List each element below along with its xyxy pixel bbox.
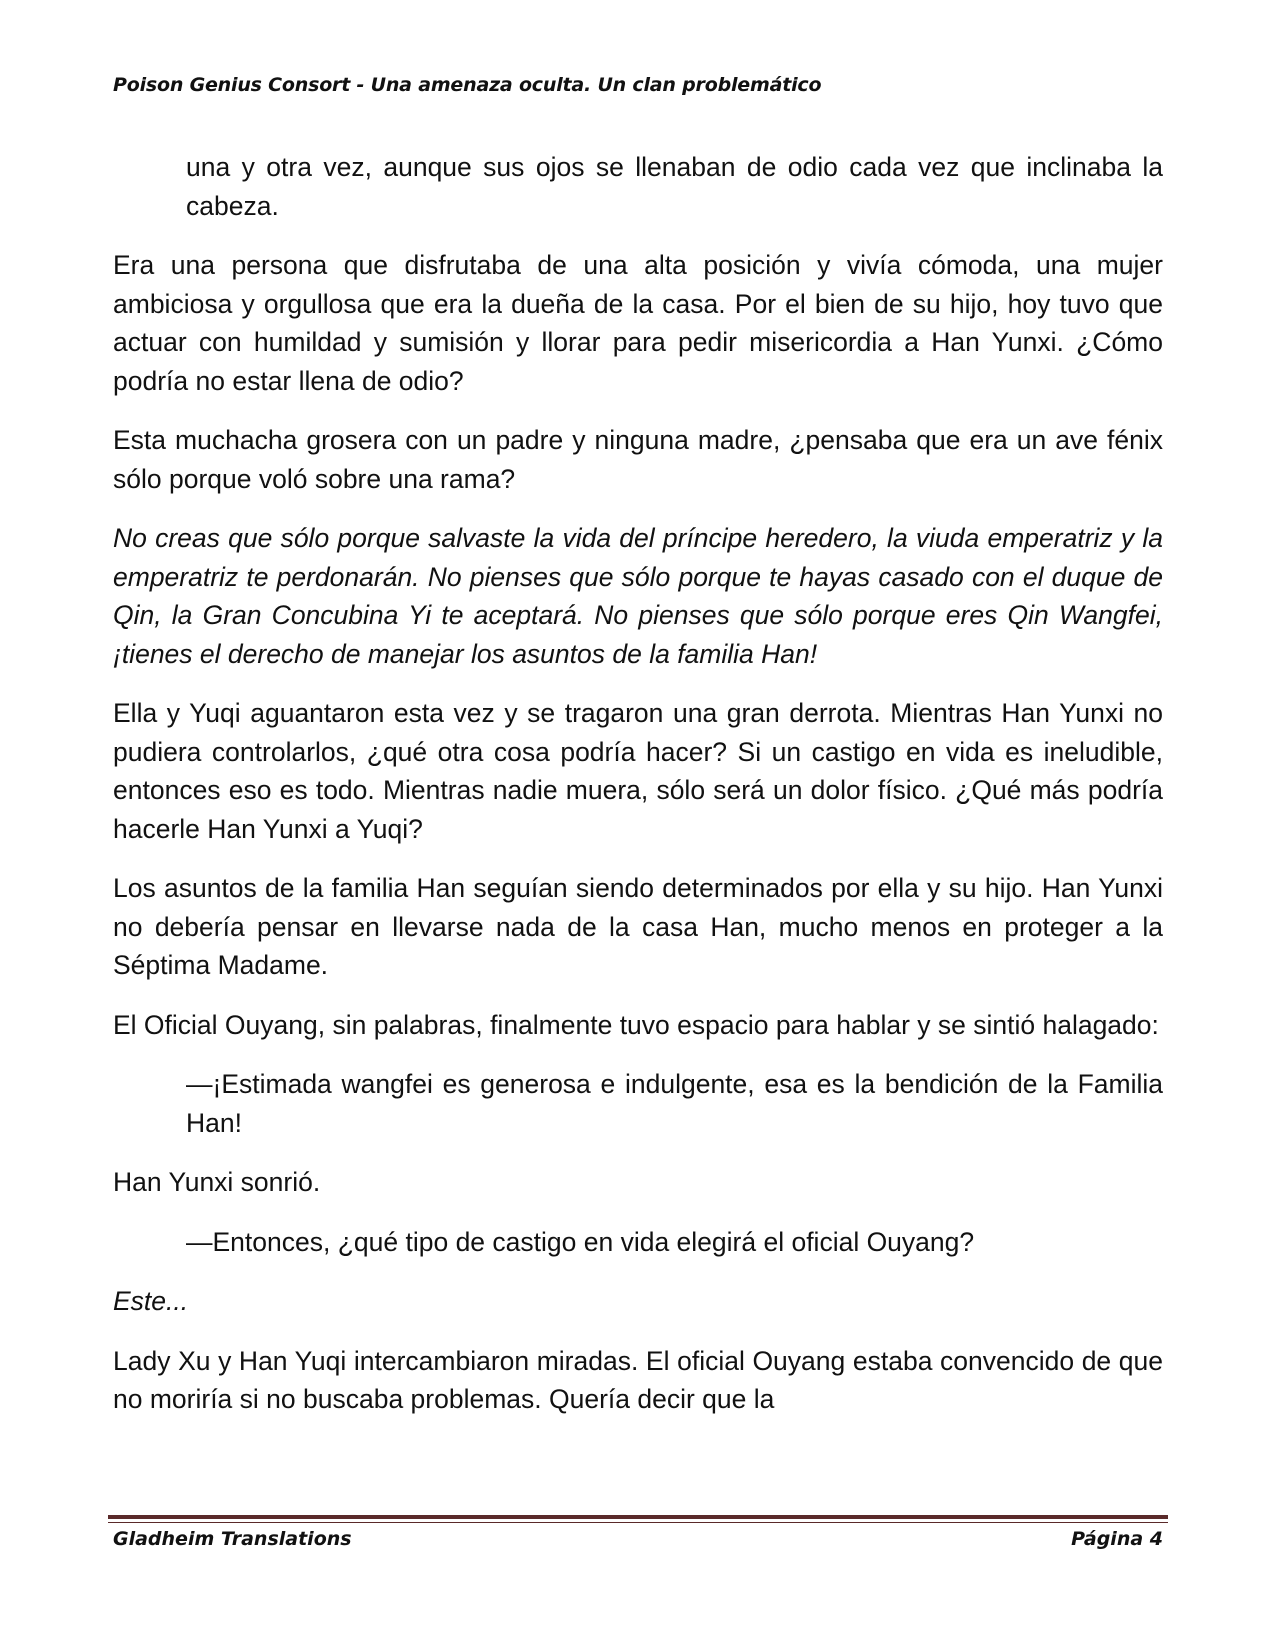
footer-rule-thin [108,1522,1168,1523]
footer-translator: Gladheim Translations [113,1528,352,1550]
footer-page-number: Página 4 [1071,1528,1163,1550]
paragraph-italic-thought: Este... [113,1286,189,1316]
paragraph: Han Yunxi sonrió. [113,1167,321,1197]
dialogue-line: —¡Estimada wangfei es generosa e indulgente, esa es la bendición de la Familia Han! [186,1069,1163,1138]
body-text [113,148,1163,1440]
paragraph: Era una persona que disfrutaba de una alta posición y vivía cómoda, una mujer ambiciosa y orgullosa que era la dueña de la casa. Por el bien de su hijo, hoy tuvo que actuar con humildad y sumisión y llorar para pedir misericordia a Han Yunxi. ¿Cómo podría no estar llena de odio? [113,250,1163,396]
paragraph: El Oficial Ouyang, sin palabras, finalmente tuvo espacio para hablar y se sintió halagado: [113,1009,1159,1040]
paragraph: Los asuntos de la familia Han seguían siendo determinados por ella y su hijo. Han Yunxi no debería pensar en llevarse nada de la casa Han, mucho menos en proteger a la Séptima Madame. [113,873,1163,980]
dialogue-line: —Entonces, ¿qué tipo de castigo en vida elegirá el oficial Ouyang? [186,1226,975,1257]
paragraph: Lady Xu y Han Yuqi intercambiaron miradas. El oficial Ouyang estaba convencido de que no moriría si no buscaba problemas. Quería decir que la [113,1345,1163,1414]
paragraph-continuation: una y otra vez, aunque sus ojos se llenaban de odio cada vez que inclinaba la cabeza. [186,152,1163,221]
paragraph-italic-thought: No creas que sólo porque salvaste la vida del príncipe heredero, la viuda emperatriz y la emperatriz te perdonarán. No pienses que sólo porque te hayas casado con el duque de Qin, la Gran Concubina Yi te aceptará. No pienses que sólo porque eres Qin Wangfei, ¡tienes el derecho de manejar los asuntos de la familia Han! [113,523,1163,669]
paragraph: Ella y Yuqi aguantaron esta vez y se tragaron una gran derrota. Mientras Han Yunxi no pudiera controlarlos, ¿qué otra cosa podría hacer? Si un castigo en vida es ineludible, entonces eso es todo. Mientras nadie muera, sólo será un dolor físico. ¿Qué más podría hacerle Han Yunxi a Yuqi? [113,698,1163,844]
page-header-title: Poison Genius Consort - Una amenaza oculta. Un clan problemático [113,74,822,96]
paragraph: Esta muchacha grosera con un padre y ninguna madre, ¿pensaba que era un ave fénix sólo porque voló sobre una rama? [113,425,1163,494]
footer-rule-thick [108,1515,1168,1519]
